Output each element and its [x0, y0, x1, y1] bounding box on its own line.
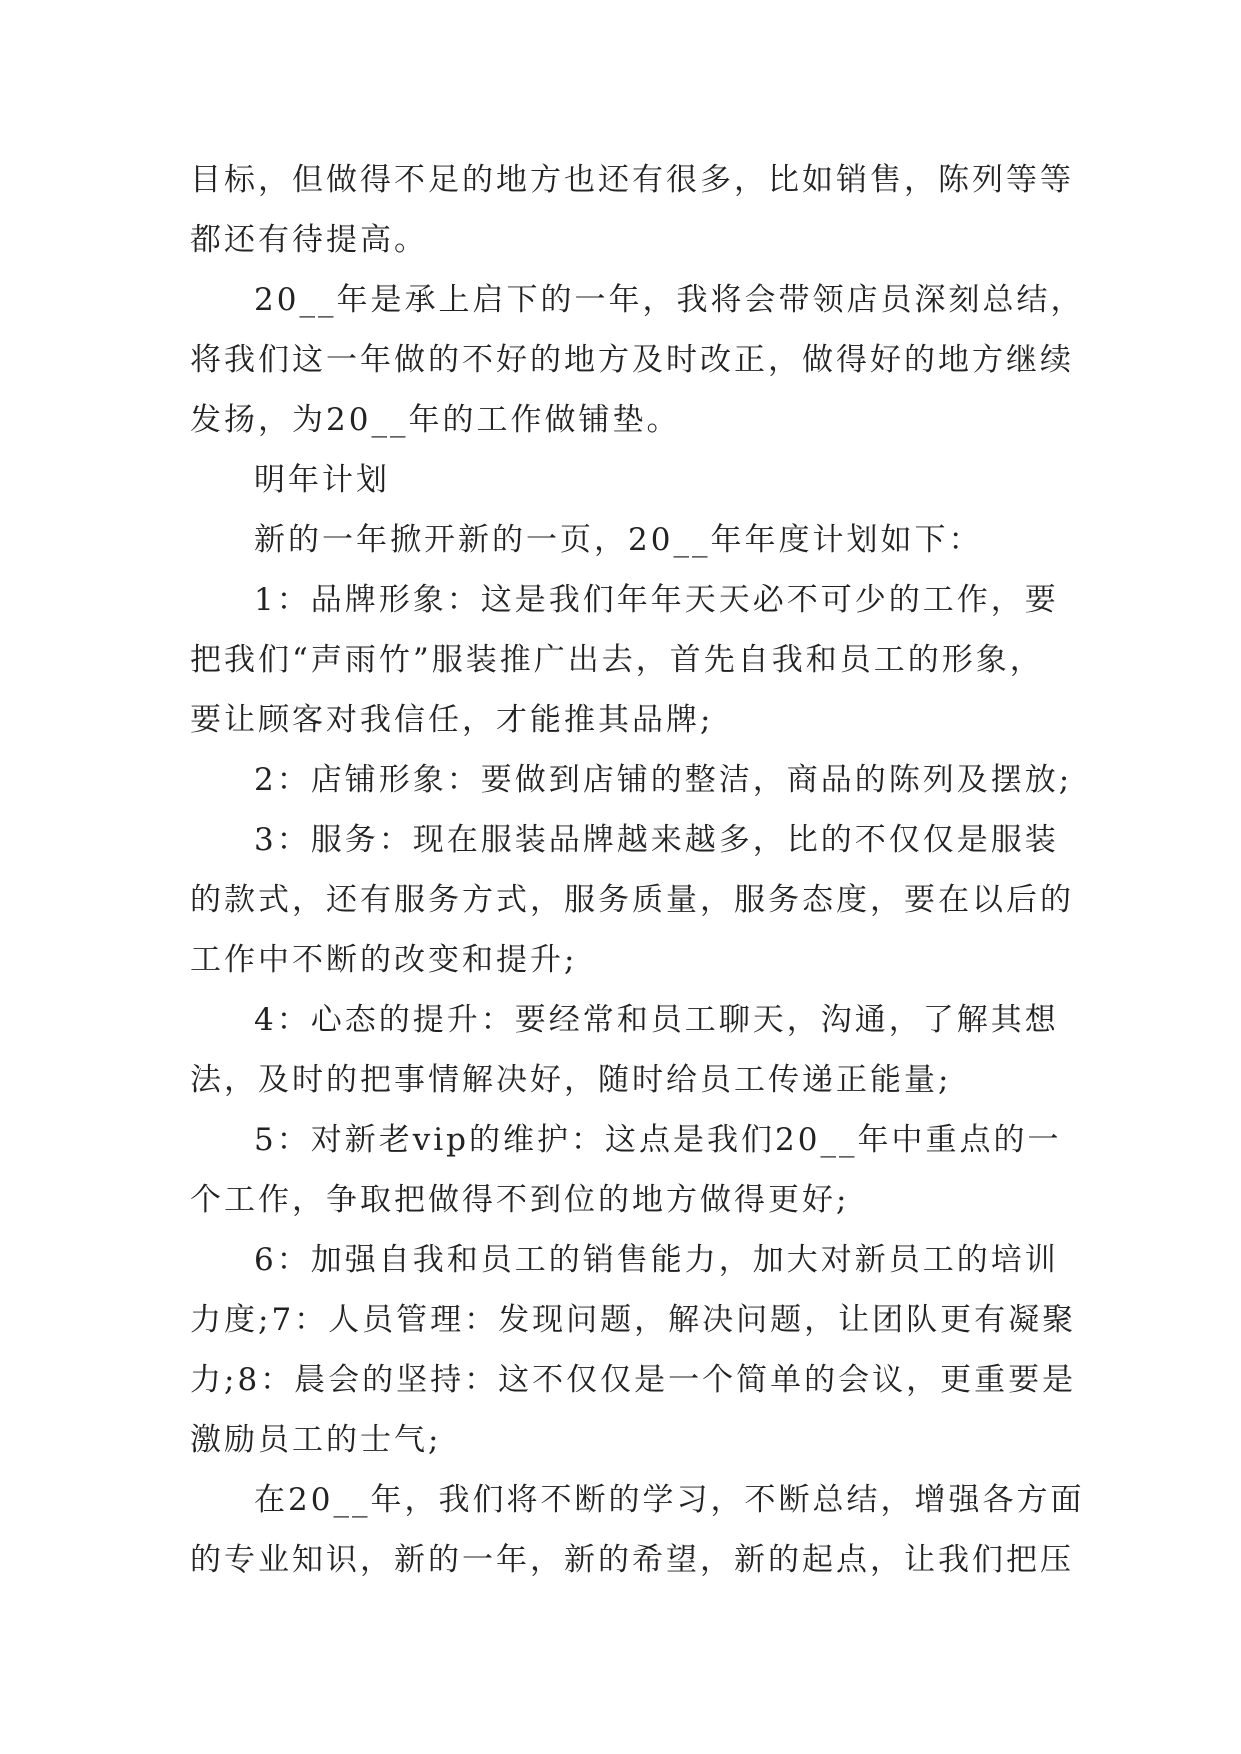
- section-heading: 明年计划: [254, 462, 390, 498]
- text-line: 的款式，还有服务方式，服务质量，服务态度，要在以后的: [190, 882, 1074, 918]
- text-line: 要让顾客对我信任，才能推其品牌;: [190, 702, 714, 738]
- text-line: 力度;7：人员管理：发现问题，解决问题，让团队更有凝聚: [190, 1302, 1077, 1338]
- text-line: 5：对新老vip的维护：这点是我们20__年中重点的一: [254, 1122, 1062, 1158]
- text-line: 法，及时的把事情解决好，随时给员工传递正能量;: [190, 1062, 952, 1098]
- text-line: 新的一年掀开新的一页，20__年年度计划如下：: [254, 522, 983, 558]
- text-line: 2：店铺形象：要做到店铺的整洁，商品的陈列及摆放;: [254, 762, 1073, 798]
- text-line: 3：服务：现在服装品牌越来越多，比的不仅仅是服装: [254, 822, 1059, 858]
- text-line: 把我们“声雨竹”服装推广出去，首先自我和员工的形象，: [190, 642, 1044, 678]
- document-page: [190, 150, 1085, 1590]
- text-line: 个工作，争取把做得不到位的地方做得更好;: [190, 1182, 850, 1218]
- text-line: 在20__年，我们将不断的学习，不断总结，增强各方面: [254, 1482, 1085, 1518]
- text-line: 的专业知识，新的一年，新的希望，新的起点，让我们把压: [190, 1542, 1074, 1578]
- text-line: 4：心态的提升：要经常和员工聊天，沟通，了解其想: [254, 1002, 1059, 1038]
- text-line: 将我们这一年做的不好的地方及时改正，做得好的地方继续: [190, 342, 1074, 378]
- text-line: 工作中不断的改变和提升;: [190, 942, 578, 978]
- text-line: 都还有待提高。: [190, 222, 428, 258]
- text-line: 20__年是承上启下的一年，我将会带领店员深刻总结，: [254, 282, 1085, 318]
- text-line: 力;8：晨会的坚持：这不仅仅是一个简单的会议，更重要是: [190, 1362, 1077, 1398]
- text-line: 目标，但做得不足的地方也还有很多，比如销售，陈列等等: [190, 162, 1074, 198]
- text-line: 6：加强自我和员工的销售能力，加大对新员工的培训: [254, 1242, 1059, 1278]
- text-line: 1：品牌形象：这是我们年年天天必不可少的工作，要: [254, 582, 1059, 618]
- text-line: 激励员工的士气;: [190, 1422, 442, 1458]
- text-line: 发扬，为20__年的工作做铺垫。: [190, 402, 681, 438]
